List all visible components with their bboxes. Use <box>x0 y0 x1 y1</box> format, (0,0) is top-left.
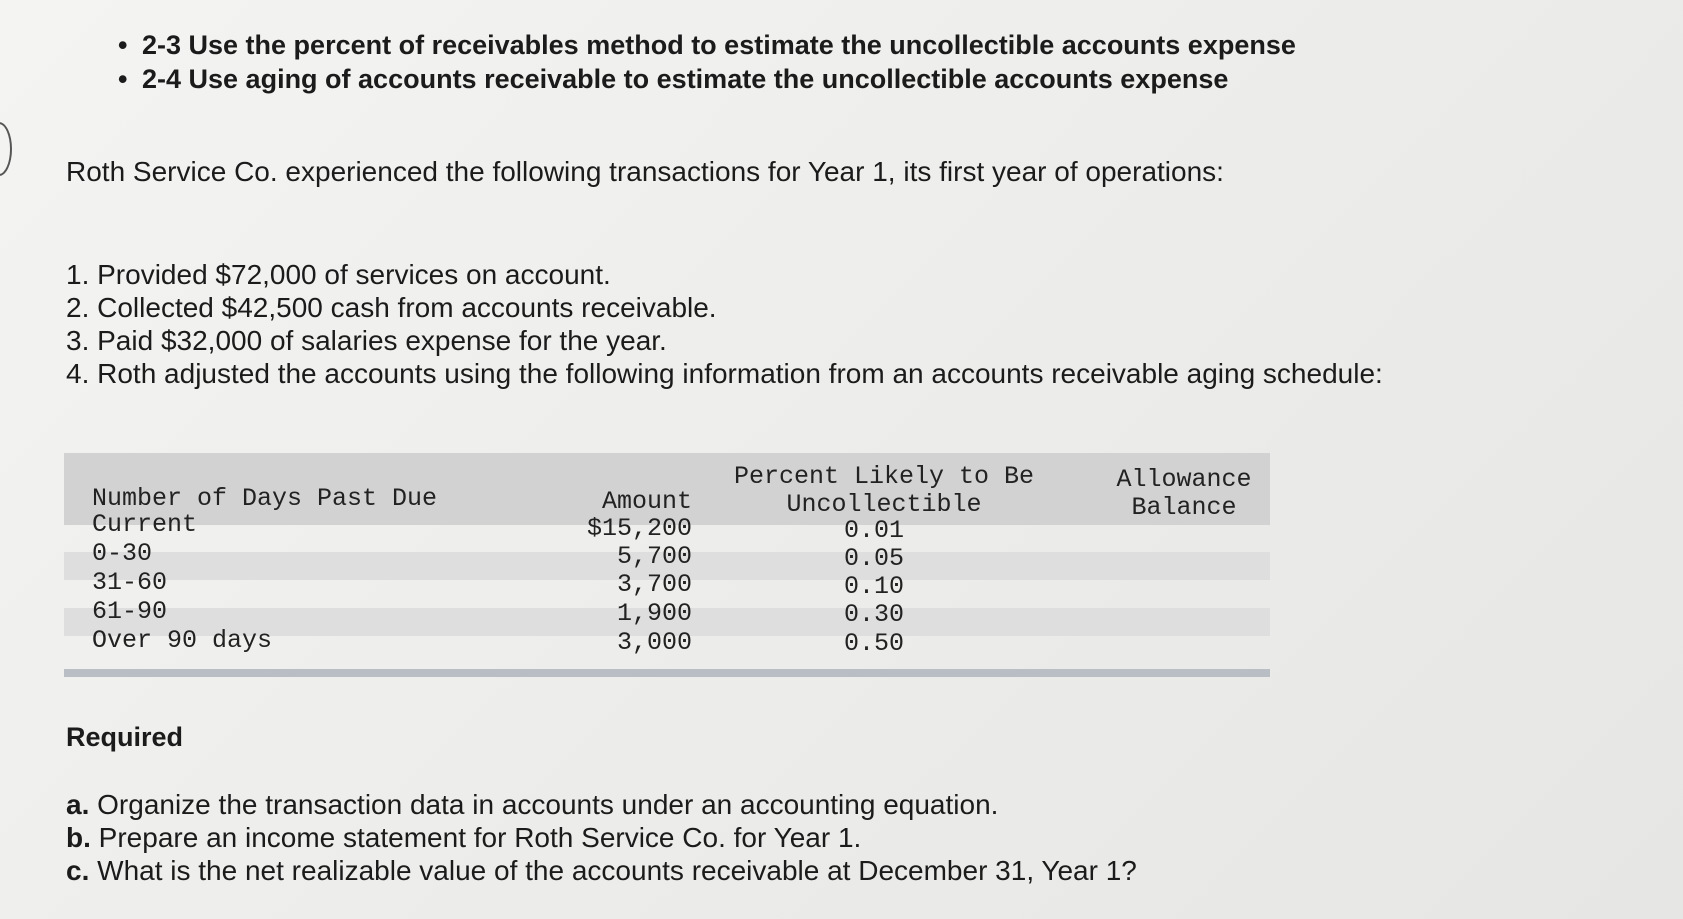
transaction-list <box>66 258 1383 390</box>
row-percent: 0.30 <box>843 600 904 629</box>
objective-2-3: • 2-3 Use the percent of receivables method to estimate the uncollectible accounts expense <box>118 28 1296 62</box>
row-days: Current <box>92 510 198 539</box>
learning-objectives <box>118 28 1296 96</box>
requirement-letter: c. <box>66 855 90 886</box>
header-percent-line1: Percent Likely to Be <box>733 462 1035 491</box>
header-percent-line2: Uncollectible <box>786 490 982 519</box>
row-percent: 0.01 <box>843 516 904 545</box>
row-amount: $15,200 <box>586 514 692 543</box>
row-days: 0-30 <box>92 539 153 568</box>
row-days: Over 90 days <box>92 626 273 655</box>
requirement-text: What is the net realizable value of the accounts receivable at December 31, Year 1? <box>97 855 1137 886</box>
row-percent: 0.50 <box>843 629 904 658</box>
row-days: 61-90 <box>92 597 168 626</box>
header-days-past-due: Number of Days Past Due <box>92 484 438 513</box>
requirement-text: Organize the transaction data in accounts under an accounting equation. <box>97 789 999 820</box>
page-edge-mark <box>0 122 12 176</box>
intro-paragraph: Roth Service Co. experienced the following transactions for Year 1, its first year of operations: <box>66 156 1224 187</box>
requirements-list <box>66 788 1137 887</box>
row-amount: 5,700 <box>616 542 692 571</box>
header-amount: Amount <box>601 487 692 516</box>
transaction-item: 1. Provided $72,000 of services on account. <box>66 259 611 290</box>
row-amount: 3,000 <box>616 628 692 657</box>
row-percent: 0.05 <box>843 544 904 573</box>
transaction-item: 4. Roth adjusted the accounts using the following information from an accounts receivable aging schedule: <box>66 358 1383 389</box>
requirement-item <box>66 821 1137 854</box>
requirement-item <box>66 788 1137 821</box>
requirement-text: Prepare an income statement for Roth Service Co. for Year 1. <box>98 822 862 853</box>
objective-2-4: • 2-4 Use aging of accounts receivable to estimate the uncollectible accounts expense <box>118 62 1296 96</box>
requirement-letter: b. <box>66 822 91 853</box>
aging-schedule-table <box>64 453 1270 693</box>
required-heading: Required <box>66 722 184 752</box>
row-amount: 1,900 <box>616 599 692 628</box>
header-allowance-line2: Balance <box>1131 493 1237 522</box>
requirement-letter: a. <box>66 789 90 820</box>
table-bottom-rule <box>64 669 1270 677</box>
requirement-item <box>66 854 1137 887</box>
row-amount: 3,700 <box>616 570 692 599</box>
header-allowance-line1: Allowance <box>1116 465 1252 494</box>
transaction-item: 3. Paid $32,000 of salaries expense for the year. <box>66 325 667 356</box>
transaction-item: 2. Collected $42,500 cash from accounts receivable. <box>66 292 717 323</box>
row-days: 31-60 <box>92 568 168 597</box>
row-percent: 0.10 <box>843 572 904 601</box>
